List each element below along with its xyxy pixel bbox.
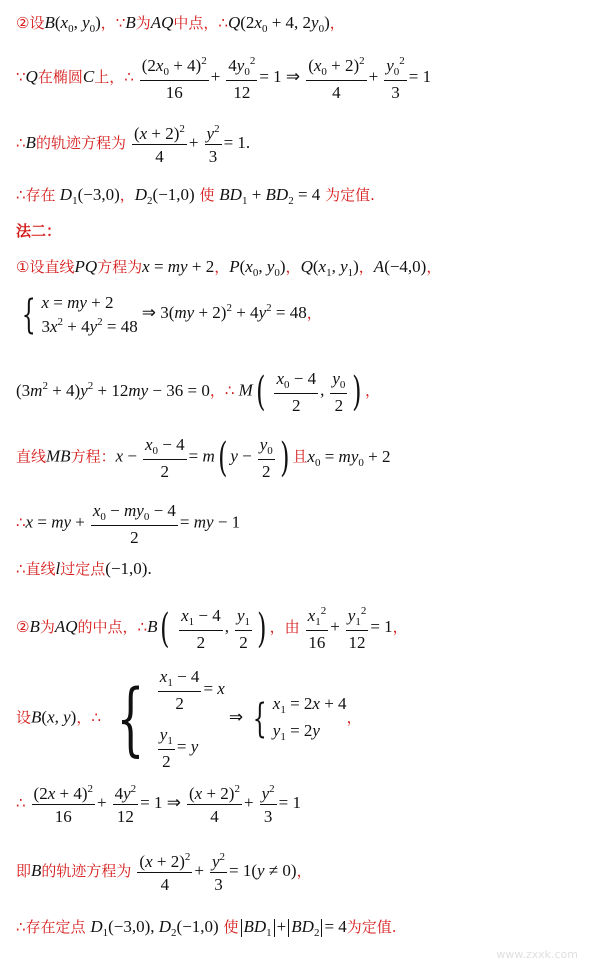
method-two-heading: 法二： <box>16 222 62 240</box>
line-15: ∴存在定点 $D_1(-3,0)$, $D_2(-1,0)$ 使 $BD_1 + BD_2 = 4$为定值. <box>16 917 397 939</box>
line-13: ∴ $\frac{(2x + 4)^2}{16}$ + $\frac{4y^2}{12}$ = 1 ⇒ $\frac{(x + 2)^2}{4}$ + $\frac{y^2}{3}$ = 1 <box>16 783 301 826</box>
line-1: ②设$B(x_0$, $y_0$)，∵B为AQ中点，$\therefore Q(2x_0 + 4$, $2y_0$)， <box>16 13 345 35</box>
line-3: ∴B的轨迹方程为 $\frac{(x + 2)^2}{4}$ + $\frac{y^2}{3}$ = 1. <box>16 123 251 166</box>
line-11: ②B为AQ的中点，∴B( $\frac{x_1 - 4}{2}$ , $\frac{y_1}{2}$ ) ，由 $\frac{x_1^2}{16}$ + $\frac{y_1^2}{12}$ = 1， <box>16 605 408 652</box>
watermark: www.zxxk.com <box>496 948 578 961</box>
line-8: 直线MB方程：x − $\frac{x_0 - 4}{2}$ = m( y − $\frac{y_0}{2}$ ) 且$x_0 = my_0 + 2$ <box>16 435 391 481</box>
line-4: ∴存在 $D_1(-3,0)$，$D_2(-1,0)$ 使 $BD_1 + BD_2 = 4$ 为定值. <box>16 185 375 207</box>
line-10: ∴直线l过定点(−1,0). <box>16 559 152 578</box>
line-6: { x = my + 2 $3x^2 + 4y^2 = 48$ ⇒ $3(my + 2)^2 + 4y^2 = 48$， <box>21 291 322 338</box>
line-5: ①设直线PQ方程为x = my + 2，$P(x_0$, $y_0$)，$Q(x_1$, $y_1$)，A(−4,0)， <box>16 257 442 279</box>
line-12: 设B(x, y)，∴ { $\frac{x_1 - 4}{2}$ = x $\frac{y_1}{2}$ = y ⇒ { $x_1 = 2x + 4$ $y_1 = 2y$ ， <box>16 667 362 771</box>
line-7: $(3m^2 + 4)y^2 + 12my - 36 = 0$，∴ M( $\frac{x_0 - 4}{2}$ , $\frac{y_0}{2}$ ) ， <box>16 369 380 415</box>
line-9: ∴x = my + $\frac{x_0 - my_0 - 4}{2}$ = my − 1 <box>16 501 241 547</box>
line-14: 即B的轨迹方程为 $\frac{(x + 2)^2}{4}$ + $\frac{y^2}{3}$ = 1(y ≠ 0)， <box>16 851 312 894</box>
line-2: ∵Q在椭圆C上，∴ $\frac{(2x_0 + 4)^2}{16}$ + $\frac{4y_0^2}{12}$ = 1 ⇒ $\frac{(x_0 + 2)^2}{4}$ + $\frac{y_0^2}{3}$ = 1 <box>16 55 432 102</box>
